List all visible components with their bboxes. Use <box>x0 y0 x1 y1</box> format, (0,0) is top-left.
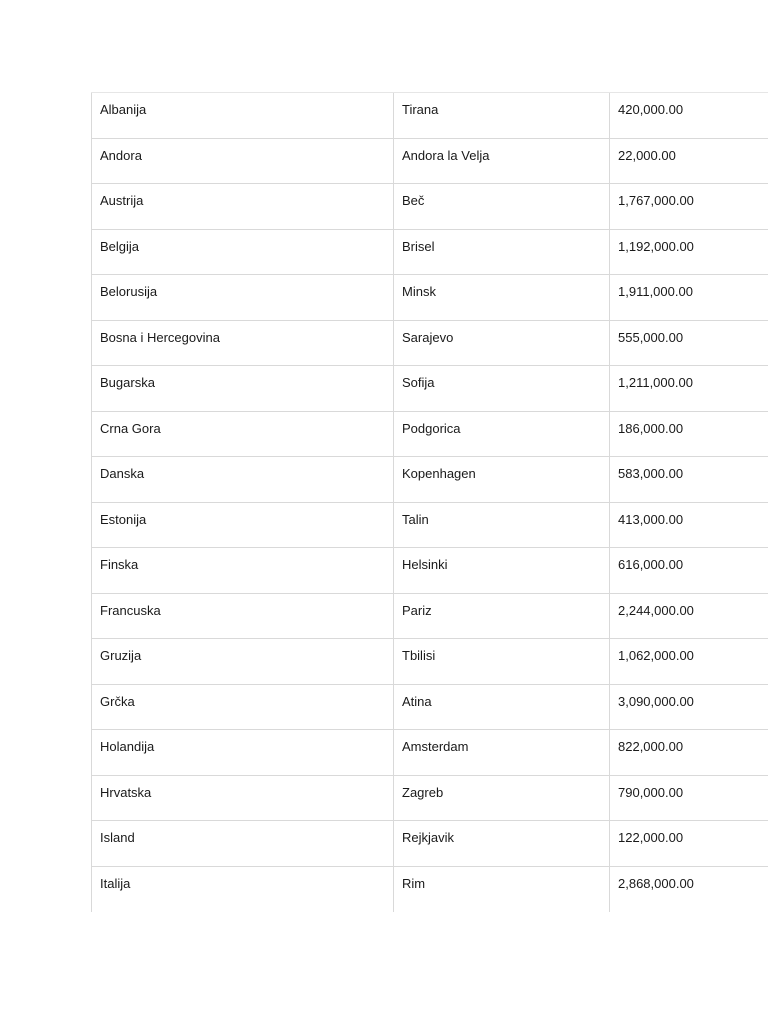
table-row <box>92 684 768 730</box>
country-cell: Island <box>92 821 394 867</box>
population-cell: 186,000.00 <box>610 411 768 457</box>
capital-cell: Sofija <box>394 366 610 412</box>
capital-cell: Podgorica <box>394 411 610 457</box>
country-cell: Crna Gora <box>92 411 394 457</box>
table-row <box>92 411 768 457</box>
capital-cell: Rim <box>394 866 610 912</box>
population-cell: 1,911,000.00 <box>610 275 768 321</box>
capital-cell: Brisel <box>394 229 610 275</box>
population-cell: 555,000.00 <box>610 320 768 366</box>
table-row <box>92 866 768 912</box>
table-row <box>92 457 768 503</box>
capital-cell: Zagreb <box>394 775 610 821</box>
capital-cell: Kopenhagen <box>394 457 610 503</box>
population-cell: 1,211,000.00 <box>610 366 768 412</box>
countries-table <box>91 92 768 912</box>
country-cell: Francuska <box>92 593 394 639</box>
population-cell: 1,767,000.00 <box>610 184 768 230</box>
country-cell: Andora <box>92 138 394 184</box>
capital-cell: Amsterdam <box>394 730 610 776</box>
population-cell: 1,062,000.00 <box>610 639 768 685</box>
population-cell: 122,000.00 <box>610 821 768 867</box>
country-cell: Hrvatska <box>92 775 394 821</box>
country-cell: Belorusija <box>92 275 394 321</box>
table-row <box>92 502 768 548</box>
capital-cell: Rejkjavik <box>394 821 610 867</box>
population-cell: 616,000.00 <box>610 548 768 594</box>
capital-cell: Tbilisi <box>394 639 610 685</box>
population-cell: 413,000.00 <box>610 502 768 548</box>
table-row <box>92 184 768 230</box>
population-cell: 583,000.00 <box>610 457 768 503</box>
table-row <box>92 93 768 139</box>
table-row <box>92 320 768 366</box>
table-row <box>92 775 768 821</box>
table-body <box>92 93 768 912</box>
capital-cell: Tirana <box>394 93 610 139</box>
capital-cell: Andora la Velja <box>394 138 610 184</box>
table-row <box>92 639 768 685</box>
capital-cell: Talin <box>394 502 610 548</box>
country-cell: Bugarska <box>92 366 394 412</box>
population-cell: 22,000.00 <box>610 138 768 184</box>
country-cell: Italija <box>92 866 394 912</box>
table-row <box>92 548 768 594</box>
capital-cell: Helsinki <box>394 548 610 594</box>
country-cell: Grčka <box>92 684 394 730</box>
country-cell: Danska <box>92 457 394 503</box>
capital-cell: Minsk <box>394 275 610 321</box>
country-cell: Bosna i Hercegovina <box>92 320 394 366</box>
country-cell: Holandija <box>92 730 394 776</box>
capital-cell: Pariz <box>394 593 610 639</box>
population-cell: 822,000.00 <box>610 730 768 776</box>
table-row <box>92 229 768 275</box>
table-row <box>92 138 768 184</box>
capital-cell: Atina <box>394 684 610 730</box>
population-cell: 420,000.00 <box>610 93 768 139</box>
table-row <box>92 730 768 776</box>
capital-cell: Sarajevo <box>394 320 610 366</box>
population-cell: 3,090,000.00 <box>610 684 768 730</box>
country-cell: Albanija <box>92 93 394 139</box>
population-cell: 1,192,000.00 <box>610 229 768 275</box>
population-cell: 790,000.00 <box>610 775 768 821</box>
country-cell: Belgija <box>92 229 394 275</box>
country-cell: Estonija <box>92 502 394 548</box>
country-cell: Finska <box>92 548 394 594</box>
table-row <box>92 275 768 321</box>
population-cell: 2,868,000.00 <box>610 866 768 912</box>
capital-cell: Beč <box>394 184 610 230</box>
country-cell: Gruzija <box>92 639 394 685</box>
population-cell: 2,244,000.00 <box>610 593 768 639</box>
table-row <box>92 593 768 639</box>
country-cell: Austrija <box>92 184 394 230</box>
table-row <box>92 821 768 867</box>
table-row <box>92 366 768 412</box>
